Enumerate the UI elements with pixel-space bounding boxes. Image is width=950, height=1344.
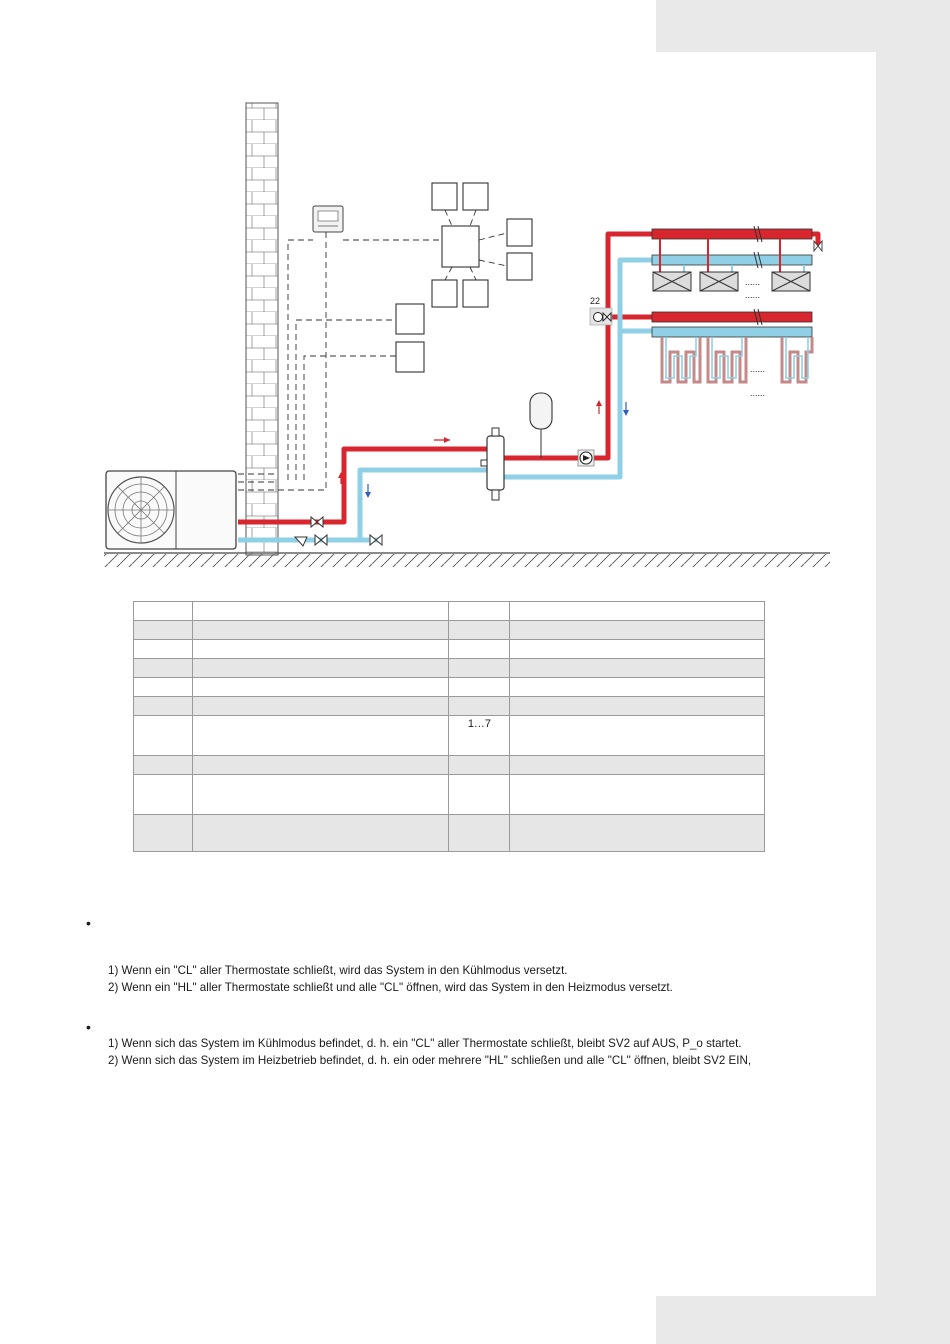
legend-table — [133, 601, 765, 852]
legend-row — [134, 602, 765, 621]
legend-cell — [134, 640, 193, 659]
legend-cell — [192, 716, 449, 756]
legend-cell — [134, 602, 193, 621]
note-2-line-2: 2) Wenn sich das System im Heizbetrieb befindet, d. h. ein oder mehrere "HL" schließen und alle "CL" öffnen, bleibt SV2 EIN, — [108, 1054, 752, 1067]
legend-cell — [449, 602, 510, 621]
floor-loop-dots-1: ...... — [750, 364, 766, 374]
fan-coil-units — [653, 272, 810, 291]
legend-cell — [134, 678, 193, 697]
legend-row — [134, 716, 765, 756]
valve-number-label: 22 — [590, 296, 601, 306]
legend-cell — [510, 640, 765, 659]
legend-cell — [134, 621, 193, 640]
legend-cell — [134, 756, 193, 775]
ground-line — [104, 553, 830, 567]
legend-cell — [510, 621, 765, 640]
fan-coil-manifold — [652, 226, 822, 300]
legend-cell — [192, 697, 449, 716]
shutoff-valve-icon — [311, 517, 323, 527]
legend-cell — [449, 678, 510, 697]
legend-row — [134, 815, 765, 852]
legend-cell — [449, 775, 510, 815]
legend-cell — [449, 621, 510, 640]
legend-cell — [449, 697, 510, 716]
box-right-1 — [507, 219, 532, 246]
legend-cell — [192, 602, 449, 621]
legend-row — [134, 756, 765, 775]
legend-cell — [449, 659, 510, 678]
legend-cell — [134, 716, 193, 756]
box-thermostat-1 — [432, 183, 457, 210]
shutoff-valve-icon-2 — [315, 535, 327, 545]
wired-controller-icon — [313, 206, 343, 232]
legend-cell — [510, 756, 765, 775]
legend-cell — [192, 815, 449, 852]
heat-pump-system-diagram — [0, 0, 950, 600]
legend-cell — [510, 678, 765, 697]
bullet-2: • — [86, 1019, 91, 1035]
drain-valve-icon — [370, 535, 382, 545]
floor-loop-1 — [662, 337, 700, 382]
legend-cell — [134, 775, 193, 815]
circulation-pump-icon — [578, 450, 594, 466]
legend-cell — [134, 697, 193, 716]
note-1-line-1: 1) Wenn ein "CL" aller Thermostate schließt, wird das System in den Kühlmodus versetzt. — [108, 964, 568, 977]
box-control-center — [442, 226, 479, 267]
legend-row — [134, 775, 765, 815]
legend-cell — [510, 815, 765, 852]
floor-loop-2 — [708, 337, 746, 382]
legend-cell — [134, 659, 193, 678]
legend-cell — [449, 640, 510, 659]
legend-cell: 1…7 — [449, 716, 510, 756]
fan-coil-dots-2: ...... — [745, 290, 761, 300]
floor-heating-manifold — [652, 309, 812, 398]
legend-row — [134, 659, 765, 678]
legend-cell — [449, 815, 510, 852]
legend-cell — [510, 716, 765, 756]
box-thermostat-2 — [463, 183, 488, 210]
legend-cell — [192, 678, 449, 697]
legend-row — [134, 640, 765, 659]
legend-cell — [510, 697, 765, 716]
legend-row — [134, 697, 765, 716]
note-2-line-1: 1) Wenn sich das System im Kühlmodus befindet, d. h. ein "CL" aller Thermostate schließt, bleibt SV2 auf AUS, P_o startet. — [108, 1037, 742, 1050]
legend-cell — [192, 775, 449, 815]
legend-cell — [449, 756, 510, 775]
box-thermostat-3 — [432, 280, 457, 307]
expansion-vessel — [530, 393, 552, 458]
fan-coil-dots-1: ...... — [745, 277, 761, 287]
brick-wall — [246, 103, 278, 555]
legend-cell — [134, 815, 193, 852]
legend-cell — [192, 659, 449, 678]
legend-row — [134, 678, 765, 697]
hydraulic-separator — [481, 428, 504, 500]
legend-cell — [192, 640, 449, 659]
legend-cell — [510, 775, 765, 815]
box-thermostat-4 — [463, 280, 488, 307]
legend-cell — [192, 756, 449, 775]
legend-cell — [192, 621, 449, 640]
component-boxes — [396, 183, 532, 372]
note-1-line-2: 2) Wenn ein "HL" aller Thermostate schließt und alle "CL" öffnen, wird das System in den Heizmodus versetzt. — [108, 981, 673, 994]
bullet-1: • — [86, 915, 91, 931]
legend-cell — [510, 602, 765, 621]
box-sensor-1 — [396, 304, 424, 334]
page-side-band-bottom — [656, 1296, 950, 1344]
outdoor-heat-pump-unit — [106, 471, 236, 549]
legend-row — [134, 621, 765, 640]
box-right-2 — [507, 253, 532, 280]
floor-loop-dots-2: ...... — [750, 388, 766, 398]
box-sensor-2 — [396, 342, 424, 372]
legend-cell — [510, 659, 765, 678]
